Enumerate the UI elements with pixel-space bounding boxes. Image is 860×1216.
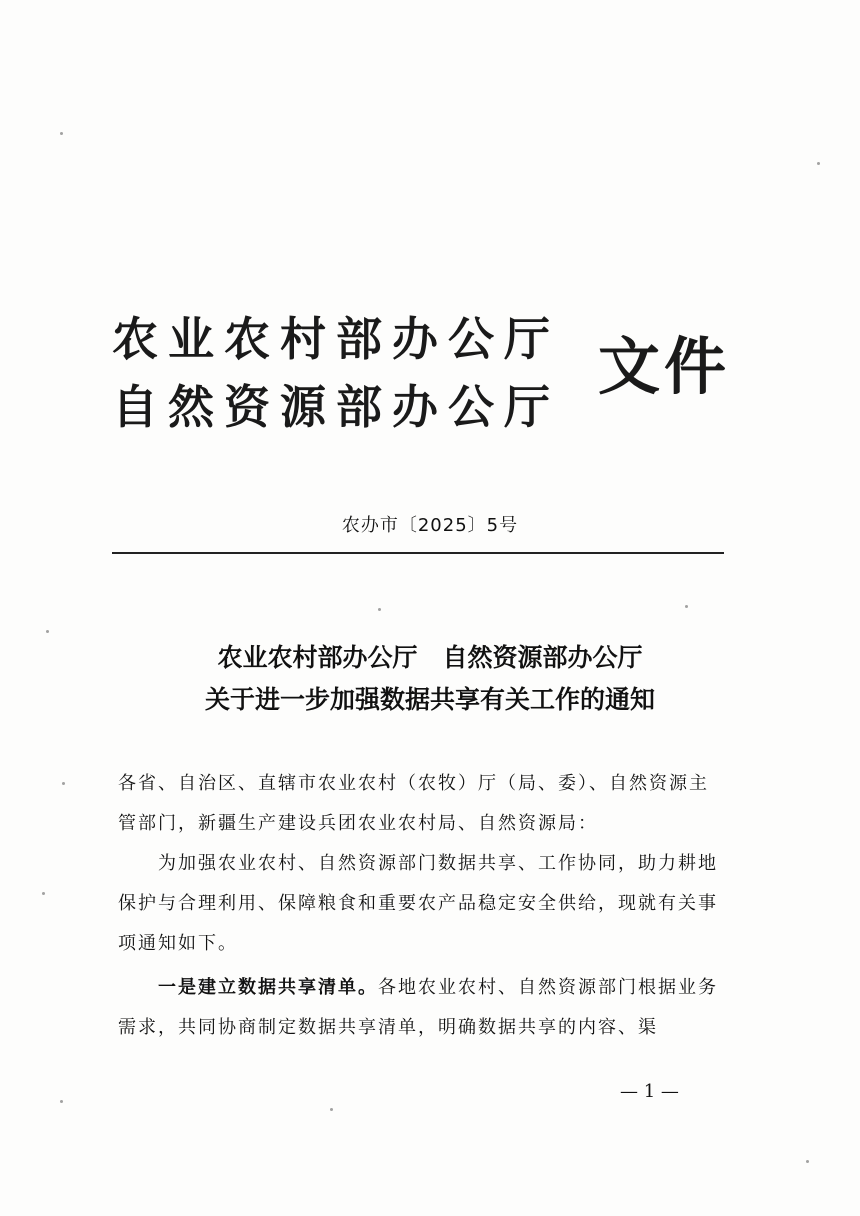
issuer-line-1: 农业农村部办公厅 [112, 312, 560, 366]
issuer-line-2: 自然资源部办公厅 [112, 380, 560, 434]
scan-speck [60, 132, 63, 135]
item-1-text: 各地农业农村、自然资源部门根据业务需求，共同协商制定数据共享清单，明确数据共享的内容、渠 [118, 977, 718, 1038]
addressees-paragraph: 各省、自治区、直辖市农业农村（农牧）厅（局、委）、自然资源主管部门，新疆生产建设兵团农业农村局、自然资源局： [118, 773, 709, 834]
intro-paragraph: 为加强农业农村、自然资源部门数据共享、工作协同，助力耕地保护与合理利用、保障粮食和重要农产品稳定安全供给，现就有关事项通知如下。 [118, 853, 718, 954]
document-word: 文件 [598, 330, 731, 403]
item-1-paragraph [118, 968, 728, 1048]
item-1-lead: 一是建立数据共享清单。 [158, 977, 378, 998]
scan-speck [46, 630, 49, 633]
scan-speck [62, 782, 65, 785]
scan-speck [60, 1100, 63, 1103]
header-divider [112, 552, 724, 554]
page-number: — 1 — [620, 1081, 679, 1102]
title-line-1: 农业农村部办公厅 自然资源部办公厅 [217, 643, 643, 672]
scan-speck [806, 1160, 809, 1163]
document-number: 农办市〔2025〕5号 [341, 515, 519, 536]
scan-speck [817, 162, 820, 165]
scan-speck [685, 605, 688, 608]
scan-speck [42, 892, 45, 895]
title-line-2: 关于进一步加强数据共享有关工作的通知 [204, 685, 655, 714]
scan-speck [330, 1108, 333, 1111]
scan-speck [378, 608, 381, 611]
